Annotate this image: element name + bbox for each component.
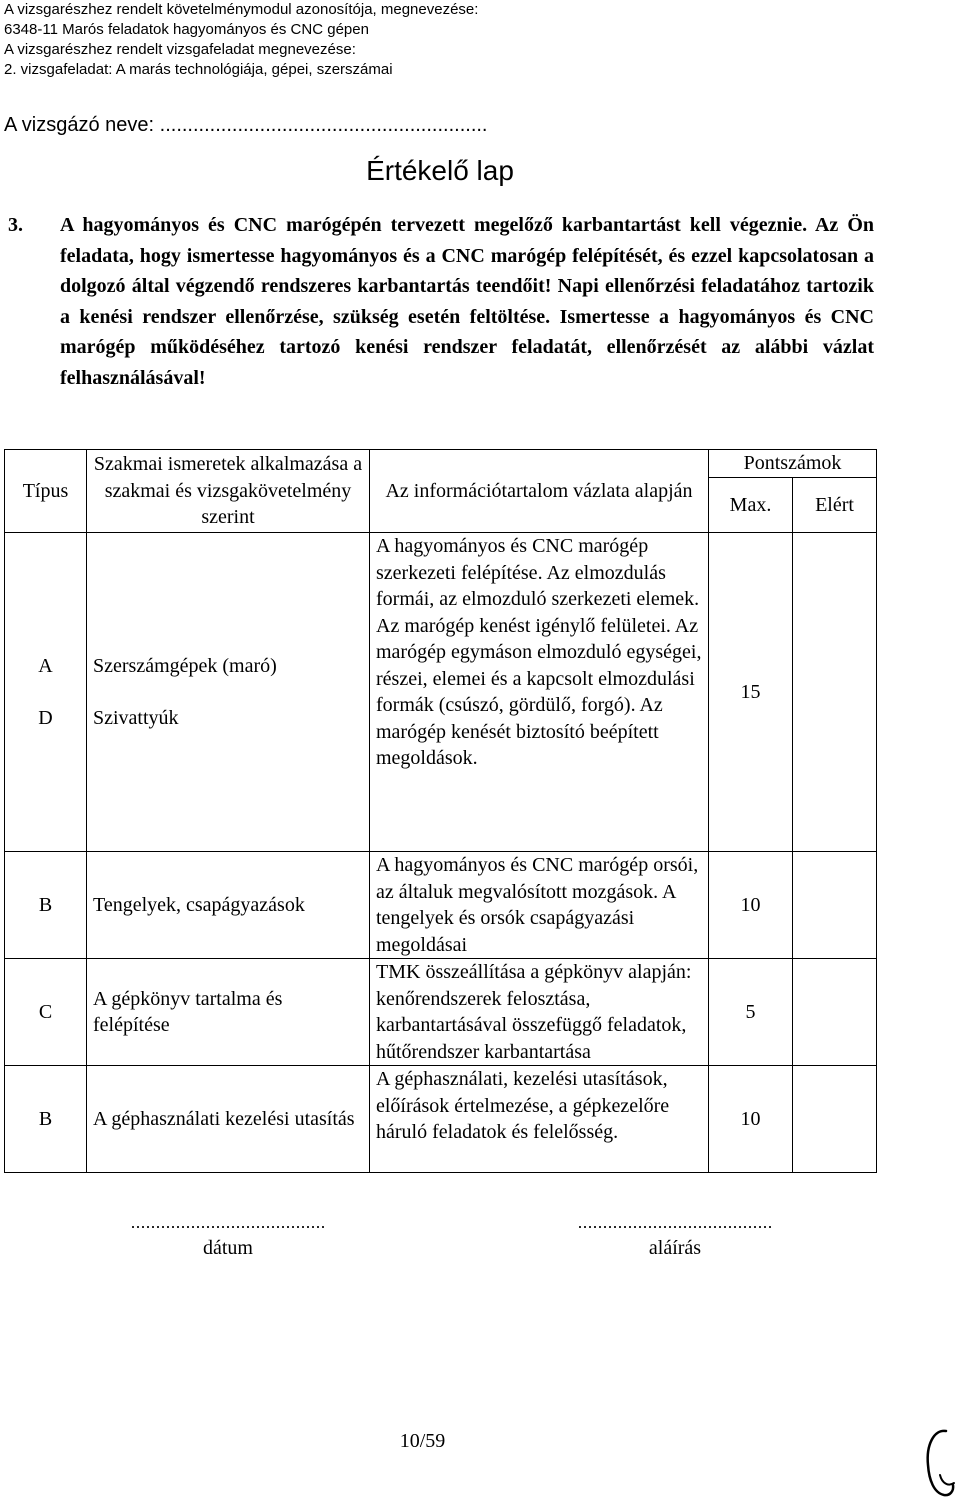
- page-title: Értékelő lap: [366, 155, 514, 186]
- row-max-points: 10: [709, 852, 793, 959]
- row-knowledge: Tengelyek, csapágyazások: [87, 852, 370, 959]
- table-row: [5, 533, 877, 852]
- row-knowledge: A gépkönyv tartalma és felépítése: [87, 959, 370, 1066]
- sign-dots: .......................................: [577, 1212, 773, 1232]
- task-description: [8, 210, 874, 393]
- table-row: [5, 959, 877, 1066]
- row-max-points: 10: [709, 1066, 793, 1173]
- sign-label: aláírás: [648, 1237, 702, 1259]
- date-signature-block: [88, 1212, 368, 1260]
- handwritten-mark-icon: [920, 1425, 958, 1500]
- header-line-2: 6348-11 Marós feladatok hagyományos és CNC gépen: [4, 21, 369, 38]
- row-type-cell: [5, 533, 87, 852]
- date-dots: .......................................: [130, 1212, 326, 1232]
- header-line-3: A vizsgarészhez rendelt vizsgafeladat megnevezése:: [4, 41, 356, 58]
- evaluation-table: [4, 449, 877, 1173]
- row-achieved-points: [793, 533, 877, 852]
- table-header-row: [5, 450, 877, 478]
- row-type: A: [38, 654, 53, 677]
- header-max: Max.: [709, 478, 793, 533]
- row-knowledge: Szerszámgépek (maró): [93, 654, 277, 677]
- header-line-1: A vizsgarészhez rendelt követelménymodul azonosítója, megnevezése:: [4, 1, 479, 18]
- row-achieved-points: [793, 1066, 877, 1173]
- row-content: A hagyományos és CNC marógép orsói, az általuk megvalósított mozgások. A tengelyek és orsók csapágyazási megoldásai: [370, 852, 709, 959]
- row-type-2: D: [38, 707, 53, 729]
- row-type: B: [5, 852, 87, 959]
- sign-signature-block: [535, 1212, 815, 1260]
- row-content: A géphasználati, kezelési utasítások, előírások értelmezése, a gépkezelőre háruló feladatok és felelősség.: [370, 1066, 709, 1173]
- header-line-4: 2. vizsgafeladat: A marás technológiája, gépei, szerszámai: [4, 61, 393, 78]
- row-content: A hagyományos és CNC marógép szerkezeti felépítése. Az elmozdulás formái, az elmozduló szerkezeti elemek. Az marógép kenést igénylő felületei. Az marógép egymáson elmozduló egységei, részei, elemei és a kapcsolt elmozdulási formák (csúszó, gördülő, forgó). Az marógép kenését biztosító beépített megoldások.: [370, 533, 709, 852]
- header-content: Az információtartalom vázlata alapján: [370, 450, 709, 533]
- document-header: [4, 0, 478, 80]
- row-max-points: 15: [709, 533, 793, 852]
- row-type: B: [5, 1066, 87, 1173]
- row-knowledge-2: Szivattyúk: [93, 707, 179, 729]
- row-knowledge-cell: [87, 533, 370, 852]
- table-row: [5, 1066, 877, 1173]
- header-achieved: Elért: [793, 478, 877, 533]
- row-content: TMK összeállítása a gépkönyv alapján: kenőrendszerek felosztása, karbantartásával összefüggő feladatok, hűtőrendszer karbantartása: [370, 959, 709, 1066]
- header-knowledge: Szakmai ismeretek alkalmazása a szakmai és vizsgakövetelmény szerint: [87, 450, 370, 533]
- task-text: A hagyományos és CNC marógépén tervezett megelőző karbantartást kell végeznie. Az Ön feladata, hogy ismertesse hagyományos és a CNC marógép felépítését, és ezzel kapcsolatosan a dolgozó által végzendő rendszeres karbantartás teendőit! Napi ellenőrzési feladatához tartozik a kenési rendszer ellenőrzése, szükség esetén feltöltése. Ismertesse a hagyományos és CNC marógép működéséhez tartozó kenési rendszer feladatát, ellenőrzését az alábbi vázlat felhasználásával!: [60, 214, 874, 389]
- task-number: 3.: [8, 214, 23, 236]
- row-type: C: [5, 959, 87, 1066]
- header-points: Pontszámok: [709, 450, 877, 478]
- row-knowledge: A géphasználati kezelési utasítás: [87, 1066, 370, 1173]
- table-row: [5, 852, 877, 959]
- date-label: dátum: [203, 1237, 253, 1259]
- examinee-name-line: A vizsgázó neve: ...........................................................: [4, 114, 488, 136]
- row-achieved-points: [793, 959, 877, 1066]
- row-achieved-points: [793, 852, 877, 959]
- page-number: 10/59: [399, 1430, 446, 1452]
- row-max-points: 5: [709, 959, 793, 1066]
- header-type: Típus: [5, 450, 87, 533]
